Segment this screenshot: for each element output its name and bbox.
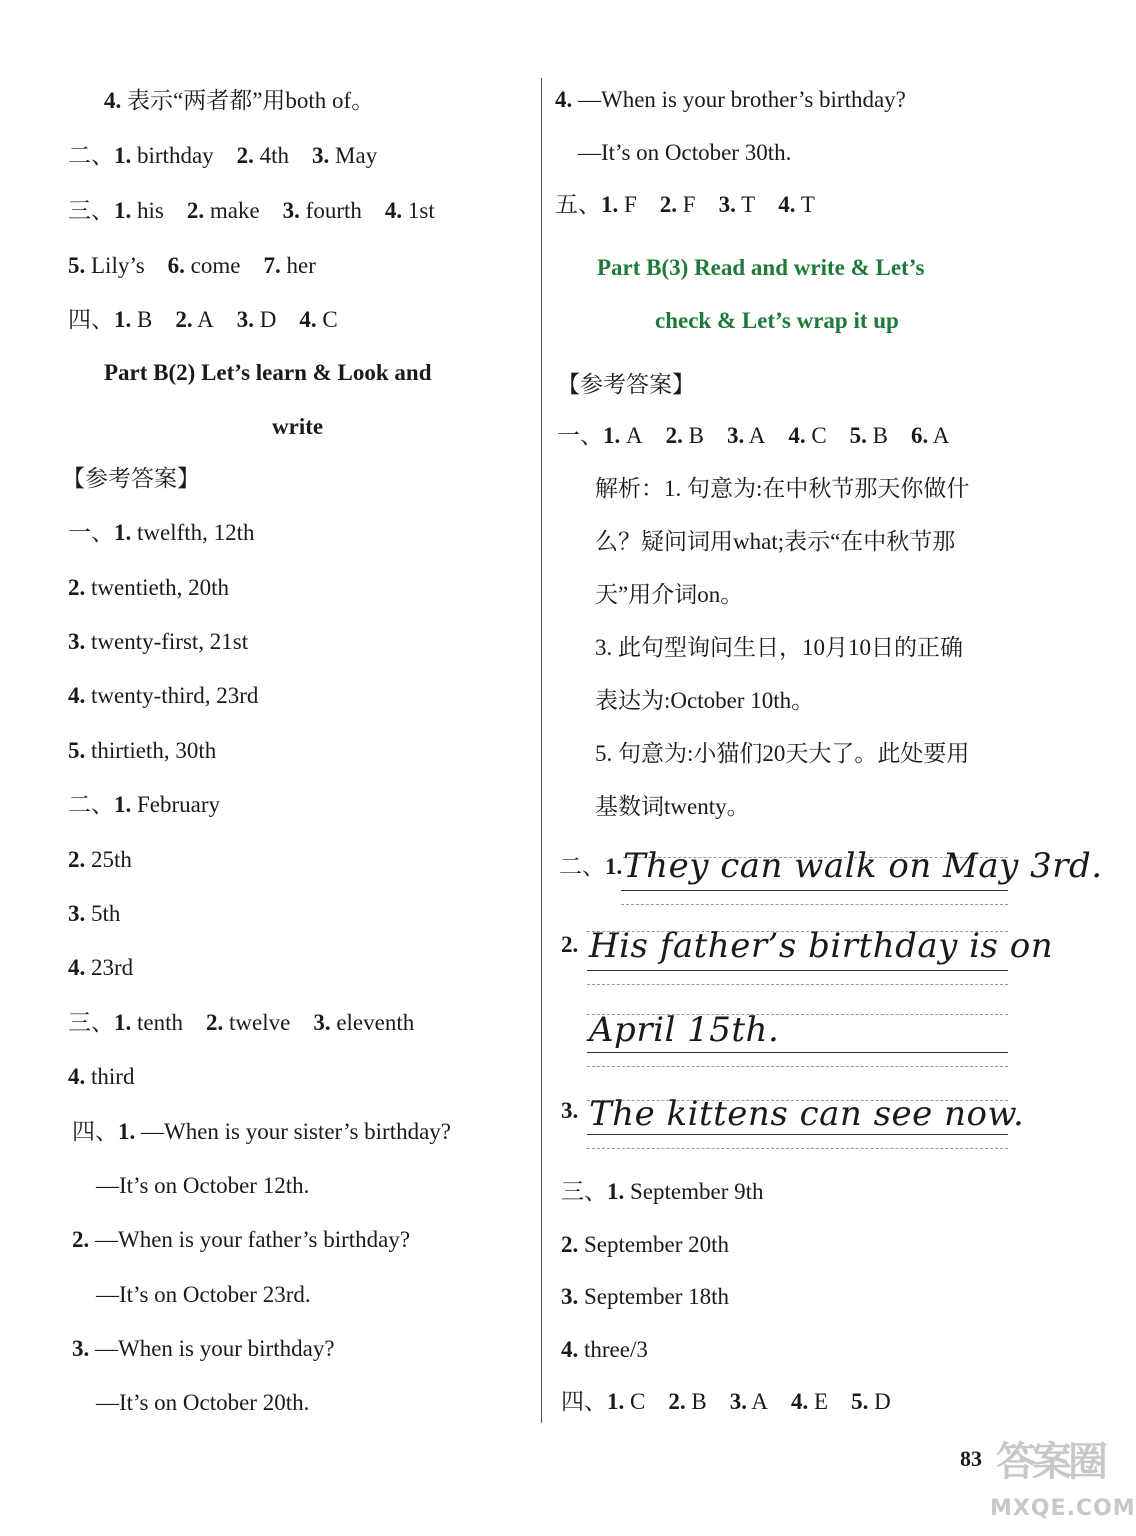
answer-line: 4. twenty-third, 23rd <box>68 683 259 708</box>
answers-header: 【参考答案】 <box>557 372 695 397</box>
section-title: Part B(2) Let’s learn & Look and <box>104 360 432 385</box>
answers-header: 【参考答案】 <box>62 466 200 491</box>
guide-line <box>621 904 1008 905</box>
handwritten-answer: His father’s birthday is on <box>589 926 1054 966</box>
page-number: 83 <box>960 1446 982 1471</box>
answer-line: 2. September 20th <box>561 1232 729 1257</box>
handwritten-answer: April 15th. <box>589 1010 780 1050</box>
section-title: Part B(3) Read and write & Let’s <box>597 255 925 280</box>
answer-line: 二、1. <box>559 854 623 879</box>
answer-line: 一、1. twelfth, 12th <box>68 520 255 545</box>
watermark-url: MXQE.COM <box>990 1496 1136 1521</box>
answer-line: 三、1. September 9th <box>561 1179 764 1204</box>
section-title: check & Let’s wrap it up <box>655 308 899 333</box>
answer-line: 3. twenty-first, 21st <box>68 629 249 654</box>
analysis-line: 3. 此句型询问生日，10月10日的正确 <box>595 635 963 660</box>
watermark-logo: 答案圈 <box>996 1439 1104 1485</box>
answer-line: 4. three/3 <box>561 1337 648 1362</box>
guide-line <box>587 1148 1008 1149</box>
answer-line: 三、1. his 2. make 3. fourth 4. 1st <box>68 198 435 223</box>
watermark <box>990 1430 1136 1530</box>
answer-line: 五、1. F 2. F 3. T 4. T <box>555 192 815 217</box>
answer-line: 三、1. tenth 2. twelve 3. eleventh <box>68 1010 415 1035</box>
answer-line: 四、1. C 2. B 3. A 4. E 5. D <box>561 1389 891 1414</box>
answer-line: —It’s on October 20th. <box>96 1390 310 1415</box>
answer-line: 3. <box>561 1098 579 1123</box>
analysis-line: 基数词twenty。 <box>595 794 750 819</box>
section-title: write <box>272 414 324 439</box>
answer-line: 5. thirtieth, 30th <box>68 738 217 763</box>
writing-line <box>587 970 1008 971</box>
handwritten-answer: The kittens can see now. <box>589 1094 1025 1134</box>
analysis-line: 么？疑问词用what;表示“在中秋节那 <box>595 529 956 554</box>
answer-line: 四、1. —When is your sister’s birthday? <box>72 1119 452 1144</box>
analysis-line: 表达为:October 10th。 <box>595 688 815 713</box>
answer-line: —It’s on October 23rd. <box>96 1282 311 1307</box>
handwritten-answer: They can walk on May 3rd. <box>623 846 1103 886</box>
guide-line <box>587 984 1008 985</box>
answer-line: 2. twentieth, 20th <box>68 575 229 600</box>
column-divider <box>541 78 542 1423</box>
answer-line: 4. —When is your brother’s birthday? <box>555 87 906 112</box>
writing-line <box>587 1052 1008 1053</box>
analysis-line: 5. 句意为:小猫们20天大了。此处要用 <box>595 741 970 766</box>
answer-line: 3. —When is your birthday? <box>72 1336 335 1361</box>
answer-line: 四、1. B 2. A 3. D 4. C <box>68 307 338 332</box>
answer-line: 一、1. A 2. B 3. A 4. C 5. B 6. A <box>557 423 950 448</box>
answer-line: 4. 23rd <box>68 955 134 980</box>
answer-line: —It’s on October 30th. <box>578 140 792 165</box>
writing-line <box>621 890 1008 891</box>
answer-line: 2. —When is your father’s birthday? <box>72 1227 411 1252</box>
analysis-line: 天”用介词on。 <box>595 582 744 607</box>
answer-line: 4. third <box>68 1064 135 1089</box>
guide-line <box>587 1066 1008 1067</box>
answer-line: 2. <box>561 932 579 957</box>
analysis-line: 解析：1. 句意为:在中秋节那天你做什 <box>595 476 970 501</box>
answer-line: 二、1. birthday 2. 4th 3. May <box>68 143 378 168</box>
answer-line: —It’s on October 12th. <box>96 1173 310 1198</box>
answer-line: 4. 表示“两者都”用both of。 <box>104 88 375 113</box>
answer-line: 5. Lily’s 6. come 7. her <box>68 253 316 278</box>
writing-line <box>587 1134 1008 1135</box>
answer-line: 二、1. February <box>68 792 221 817</box>
answer-line: 2. 25th <box>68 847 132 872</box>
answer-line: 3. September 18th <box>561 1284 729 1309</box>
answer-line: 3. 5th <box>68 901 121 926</box>
